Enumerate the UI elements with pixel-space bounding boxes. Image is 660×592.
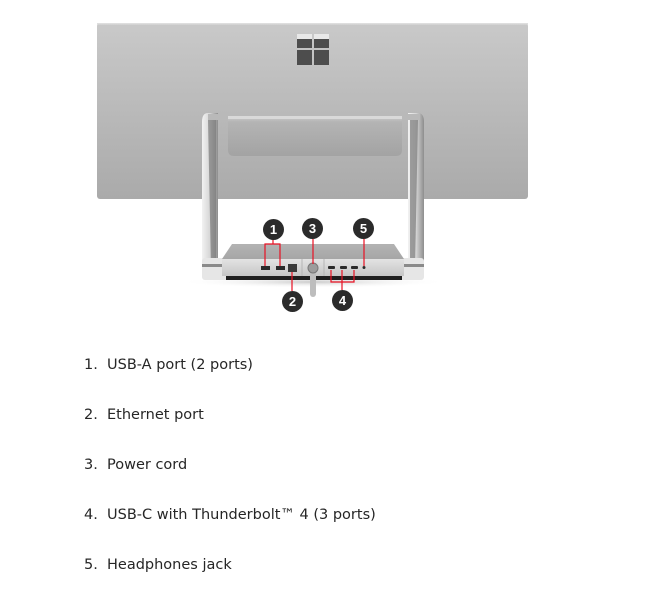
headphone-jack bbox=[363, 266, 366, 269]
legend-number: 1. bbox=[84, 357, 98, 373]
legend-item-power-cord bbox=[84, 452, 376, 502]
legend-item-headphones bbox=[84, 552, 376, 592]
legend-number: 5. bbox=[84, 557, 98, 573]
legend-number: 4. bbox=[84, 507, 98, 523]
callout-2: 2 bbox=[282, 291, 303, 312]
legend-label: Ethernet port bbox=[107, 407, 204, 423]
monitor-back bbox=[97, 23, 528, 199]
usb-c-ports bbox=[328, 266, 358, 269]
callout-1: 1 bbox=[263, 219, 284, 240]
legend-item-ethernet bbox=[84, 402, 376, 452]
callout-5: 5 bbox=[353, 218, 374, 239]
ethernet-port bbox=[288, 264, 297, 272]
port-legend-list bbox=[84, 352, 376, 592]
callout-4: 4 bbox=[332, 290, 353, 311]
legend-label: USB-C with Thunderbolt™ 4 (3 ports) bbox=[107, 507, 376, 523]
legend-item-usb-c bbox=[84, 502, 376, 552]
hinge-bar bbox=[208, 114, 420, 156]
legend-label: Power cord bbox=[107, 457, 188, 473]
legend-item-usb-a bbox=[84, 352, 376, 402]
legend-number: 2. bbox=[84, 407, 98, 423]
legend-label: Headphones jack bbox=[107, 557, 232, 573]
callout-3: 3 bbox=[302, 218, 323, 239]
legend-label: USB-A port (2 ports) bbox=[107, 357, 253, 373]
legend-number: 3. bbox=[84, 457, 98, 473]
